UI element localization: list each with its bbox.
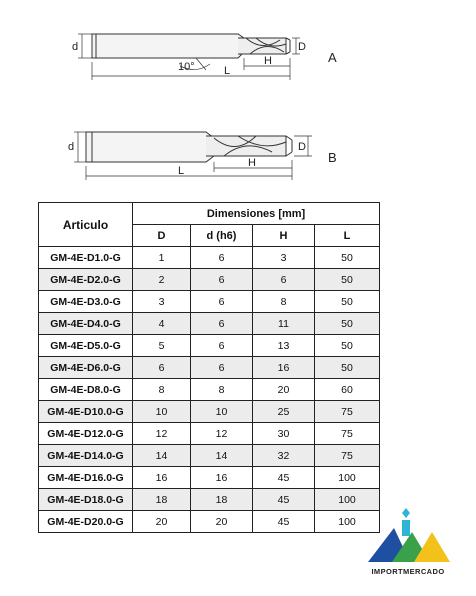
diagram-b-letter: B — [328, 150, 337, 165]
cell-D: 18 — [133, 489, 191, 511]
column-header-d: d (h6) — [191, 225, 253, 247]
table-row — [39, 423, 380, 445]
cell-D: 5 — [133, 335, 191, 357]
cell-d: 6 — [191, 291, 253, 313]
article-code: GM-4E-D18.0-G — [39, 489, 133, 511]
cell-D: 8 — [133, 379, 191, 401]
cell-d: 20 — [191, 511, 253, 533]
cell-H: 20 — [253, 379, 315, 401]
article-code: GM-4E-D5.0-G — [39, 335, 133, 357]
cell-D: 10 — [133, 401, 191, 423]
cell-D: 2 — [133, 269, 191, 291]
cell-d: 6 — [191, 357, 253, 379]
cell-L: 50 — [315, 313, 380, 335]
column-header-H: H — [253, 225, 315, 247]
cell-H: 30 — [253, 423, 315, 445]
cell-L: 50 — [315, 357, 380, 379]
column-header-D: D — [133, 225, 191, 247]
table-row — [39, 335, 380, 357]
table-row — [39, 467, 380, 489]
cell-L: 75 — [315, 401, 380, 423]
articulo-header: Articulo — [39, 203, 133, 247]
cell-H: 13 — [253, 335, 315, 357]
cell-L: 60 — [315, 379, 380, 401]
cell-H: 45 — [253, 511, 315, 533]
logo-text: IMPORTMERCADO — [371, 567, 445, 576]
cell-D: 4 — [133, 313, 191, 335]
cell-H: 3 — [253, 247, 315, 269]
cell-L: 75 — [315, 445, 380, 467]
article-code: GM-4E-D14.0-G — [39, 445, 133, 467]
diagram-b-d-label: d — [68, 141, 75, 153]
cell-D: 16 — [133, 467, 191, 489]
cell-H: 45 — [253, 467, 315, 489]
diagram-a-dd-label: D — [298, 41, 306, 53]
cell-H: 8 — [253, 291, 315, 313]
cell-H: 6 — [253, 269, 315, 291]
end-mill-drawings — [0, 0, 476, 200]
cell-L: 100 — [315, 467, 380, 489]
cell-D: 1 — [133, 247, 191, 269]
cell-d: 14 — [191, 445, 253, 467]
cell-L: 50 — [315, 247, 380, 269]
article-code: GM-4E-D6.0-G — [39, 357, 133, 379]
cell-d: 16 — [191, 467, 253, 489]
article-code: GM-4E-D8.0-G — [39, 379, 133, 401]
cell-H: 25 — [253, 401, 315, 423]
article-code: GM-4E-D20.0-G — [39, 511, 133, 533]
diagram-a-d-label: d — [72, 41, 79, 53]
cell-L: 50 — [315, 335, 380, 357]
table-row — [39, 489, 380, 511]
cell-H: 32 — [253, 445, 315, 467]
cell-L: 100 — [315, 511, 380, 533]
cell-D: 3 — [133, 291, 191, 313]
table-row — [39, 269, 380, 291]
diagram-b-h-label: H — [248, 157, 256, 169]
logo-cyan-bar — [402, 520, 410, 536]
cell-D: 14 — [133, 445, 191, 467]
cell-d: 6 — [191, 269, 253, 291]
table-row — [39, 511, 380, 533]
diagram-a-h-label: H — [264, 55, 272, 67]
cell-d: 10 — [191, 401, 253, 423]
article-code: GM-4E-D2.0-G — [39, 269, 133, 291]
cell-L: 50 — [315, 269, 380, 291]
diagram-b-l-label: L — [178, 165, 185, 177]
table-row — [39, 291, 380, 313]
table-row — [39, 379, 380, 401]
dimensions-group-header: Dimensiones [mm] — [133, 203, 380, 225]
article-code: GM-4E-D12.0-G — [39, 423, 133, 445]
cell-d: 6 — [191, 247, 253, 269]
cell-D: 6 — [133, 357, 191, 379]
cell-L: 75 — [315, 423, 380, 445]
column-header-L: L — [315, 225, 380, 247]
cell-H: 45 — [253, 489, 315, 511]
table-body — [39, 247, 380, 533]
article-code: GM-4E-D16.0-G — [39, 467, 133, 489]
diagram-a-angle-label: 10° — [178, 61, 195, 73]
cell-L: 50 — [315, 291, 380, 313]
article-code: GM-4E-D1.0-G — [39, 247, 133, 269]
cell-D: 12 — [133, 423, 191, 445]
diagram-a-letter: A — [328, 50, 337, 65]
cell-L: 100 — [315, 489, 380, 511]
table-row — [39, 247, 380, 269]
diagram-a-l-label: L — [224, 65, 231, 77]
end-mill-diagram-b — [74, 132, 312, 180]
cell-d: 6 — [191, 335, 253, 357]
cell-d: 6 — [191, 313, 253, 335]
cell-d: 12 — [191, 423, 253, 445]
article-code: GM-4E-D4.0-G — [39, 313, 133, 335]
article-code: GM-4E-D3.0-G — [39, 291, 133, 313]
article-code: GM-4E-D10.0-G — [39, 401, 133, 423]
cell-d: 18 — [191, 489, 253, 511]
table-row — [39, 445, 380, 467]
dimensions-table — [38, 202, 380, 533]
logo-cyan-diamond — [402, 508, 410, 518]
table-row — [39, 313, 380, 335]
cell-H: 11 — [253, 313, 315, 335]
diagram-b-dd-label: D — [298, 141, 306, 153]
table-row — [39, 401, 380, 423]
cell-H: 16 — [253, 357, 315, 379]
table-row — [39, 357, 380, 379]
cell-D: 20 — [133, 511, 191, 533]
cell-d: 8 — [191, 379, 253, 401]
